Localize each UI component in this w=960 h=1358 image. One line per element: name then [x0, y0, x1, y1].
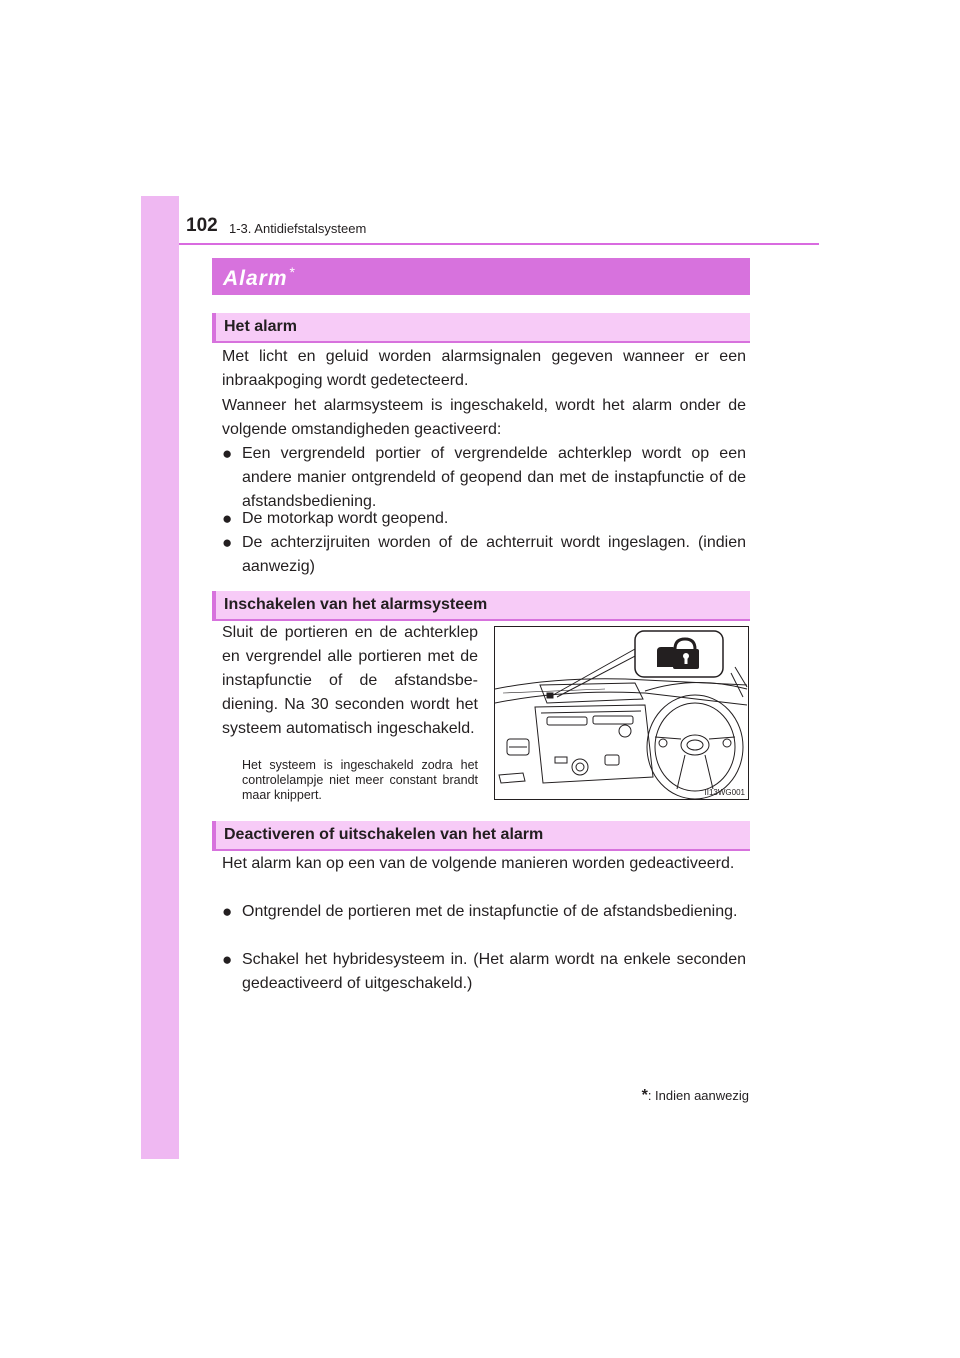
section-heading-het-alarm — [212, 313, 750, 341]
list-item-text: Schakel het hybridesysteem in. (Het alarm wordt na enkele seconden gedeactiveerd of uitgeschakeld.) — [242, 951, 746, 992]
section-heading-text: Inschakelen van het alarmsysteem — [224, 596, 488, 613]
bullet-icon: ● — [222, 509, 233, 528]
list-item — [222, 531, 746, 579]
page-title-text: Alarm — [223, 267, 288, 290]
section-heading-deactiveren — [212, 821, 750, 849]
paragraph-arming: Sluit de portieren en de achterklep en vergrendel alle portieren met de instapfunctie of de afstandsbediening. Na 30 seconden wordt het systeem automatisch ingeschakeld. — [222, 624, 478, 737]
paragraph-deactivate: Het alarm kan op een van de volgende manieren worden gedeactiveerd. — [222, 855, 735, 872]
paragraph-conditions: Wanneer het alarmsysteem is ingeschakeld, wordt het alarm onder de volgende omstandigheden geactiveerd: — [222, 397, 746, 438]
bullet-icon: ● — [222, 533, 233, 552]
note-text: Het systeem is ingeschakeld zodra het controlelampje niet meer constant brandt maar knippert. — [242, 758, 478, 802]
list-item — [222, 900, 746, 924]
page-title — [223, 264, 296, 291]
page-title-bar — [212, 258, 750, 295]
dashboard-drawing — [495, 627, 748, 799]
chapter-sidebar — [141, 196, 179, 1159]
running-header: 1-3. Antidiefstalsysteem — [229, 221, 367, 236]
section-heading-inschakelen — [212, 591, 750, 619]
list-item-text: De motorkap wordt geopend. — [242, 510, 449, 527]
section-heading-text: Deactiveren of uitschakelen van het alarm — [224, 826, 544, 843]
header-rule — [179, 243, 819, 245]
list-item — [222, 442, 746, 514]
page-number: 102 — [186, 215, 218, 236]
list-item-text: De achterzijruiten worden of de achterruit wordt ingeslagen. (indien aanwezig) — [242, 534, 746, 575]
dashboard-illustration — [494, 626, 749, 800]
figure-code: II13WG001 — [704, 788, 745, 797]
list-item — [222, 948, 746, 996]
section-heading-text: Het alarm — [224, 318, 297, 335]
title-footnote-marker: * — [289, 264, 296, 280]
paragraph-intro: Met licht en geluid worden alarmsignalen gegeven wanneer er een inbraakpoging wordt gedetecteerd. — [222, 348, 746, 389]
footnote — [642, 1087, 749, 1105]
bullet-icon: ● — [222, 444, 233, 463]
footnote-marker: * — [641, 1087, 648, 1104]
footnote-text: : Indien aanwezig — [647, 1088, 749, 1103]
list-item-text: Ontgrendel de portieren met de instapfunctie of de afstandsbediening. — [242, 903, 738, 920]
bullet-icon: ● — [222, 902, 233, 921]
bullet-icon: ● — [222, 950, 233, 969]
list-item-text: Een vergrendeld portier of vergrendelde achterklep wordt op een andere manier ontgrendeld of geopend dan met de instapfunctie of de afstandsbediening. — [242, 445, 746, 510]
list-item — [222, 507, 746, 531]
